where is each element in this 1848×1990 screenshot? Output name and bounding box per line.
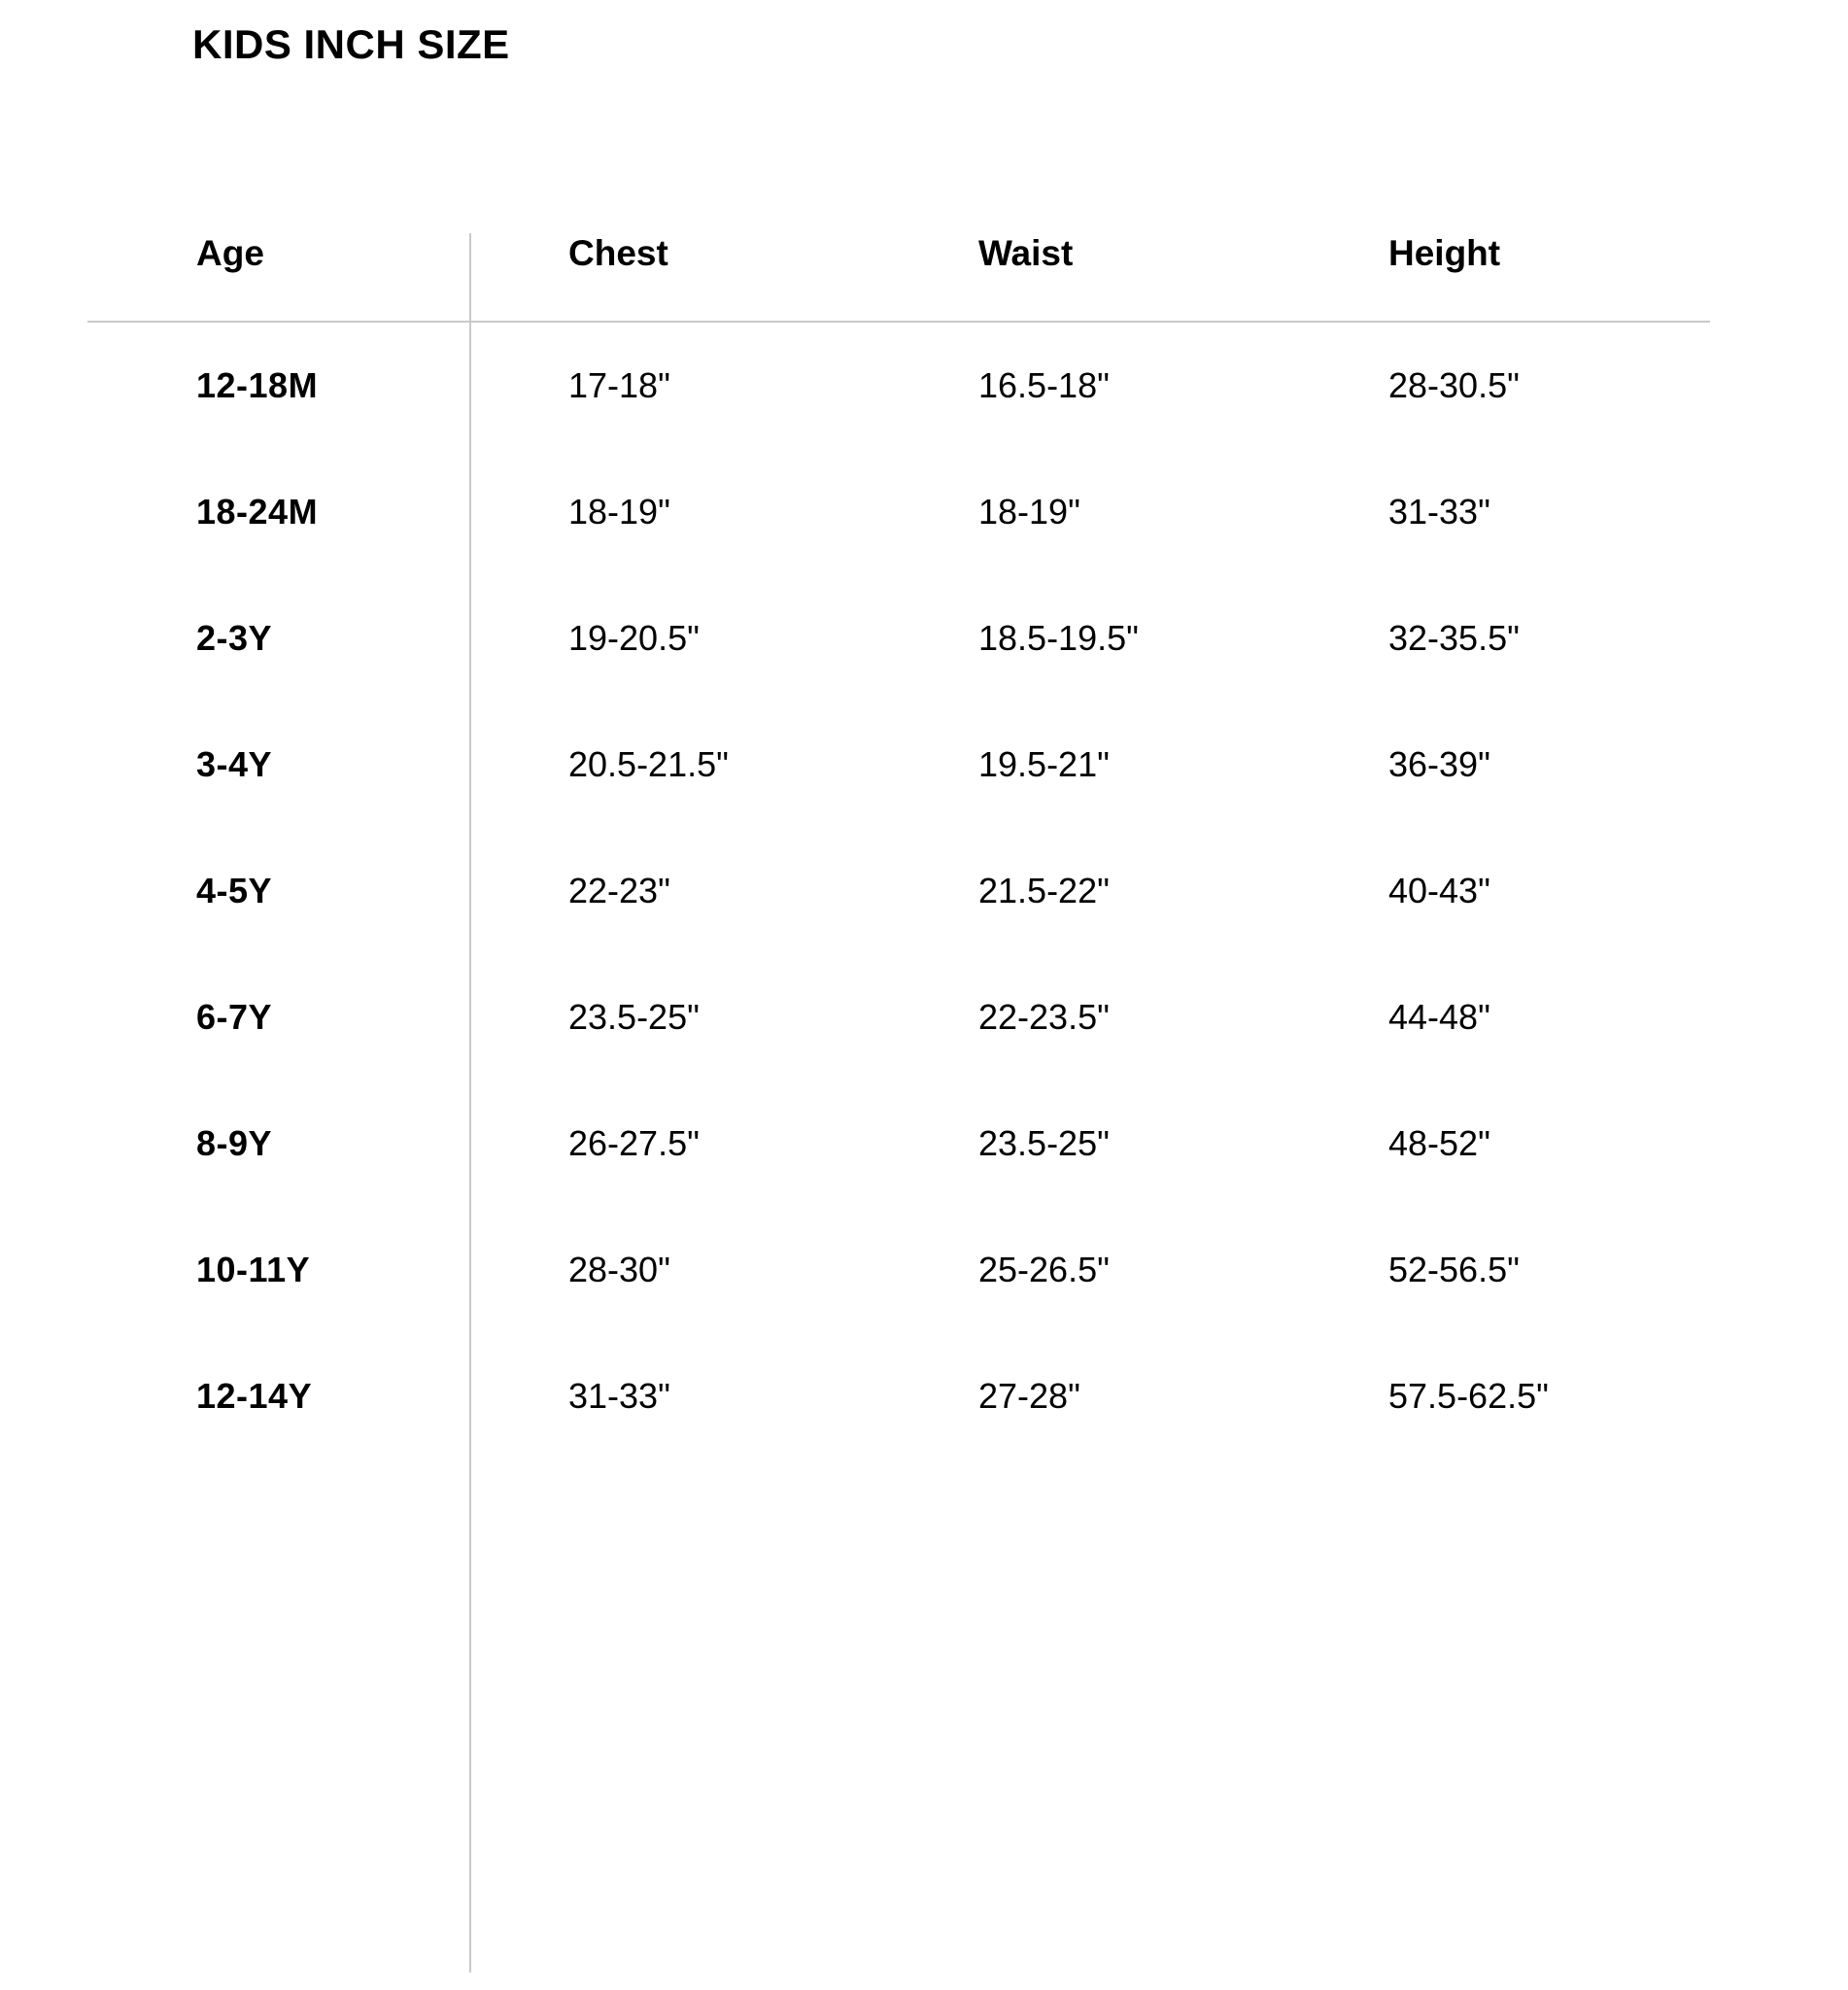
table-row [87, 322, 1710, 449]
column-header-waist: Waist [978, 233, 1074, 273]
table-body [87, 322, 1710, 1459]
cell-age: 3-4Y [196, 744, 273, 784]
table-header [87, 233, 1710, 322]
table-row [87, 1207, 1710, 1333]
cell-waist: 18.5-19.5" [978, 618, 1139, 658]
cell-chest: 31-33" [568, 1376, 670, 1416]
cell-height: 48-52" [1388, 1123, 1490, 1163]
size-table-container [87, 233, 1720, 1459]
cell-waist: 25-26.5" [978, 1250, 1110, 1289]
cell-chest: 19-20.5" [568, 618, 700, 658]
cell-waist: 22-23.5" [978, 997, 1110, 1037]
cell-age: 10-11Y [196, 1250, 311, 1289]
column-header-chest: Chest [568, 233, 668, 273]
table-row [87, 449, 1710, 575]
cell-age: 12-18M [196, 365, 319, 405]
column-header-height: Height [1388, 233, 1501, 273]
size-table [87, 233, 1710, 1459]
cell-age: 6-7Y [196, 997, 273, 1037]
table-row [87, 954, 1710, 1081]
cell-height: 52-56.5" [1388, 1250, 1520, 1289]
cell-waist: 18-19" [978, 492, 1080, 532]
table-header-row [87, 233, 1710, 322]
cell-age: 18-24M [196, 492, 319, 532]
cell-chest: 17-18" [568, 365, 670, 405]
table-row [87, 828, 1710, 954]
cell-age: 2-3Y [196, 618, 273, 658]
cell-waist: 21.5-22" [978, 871, 1110, 910]
cell-chest: 20.5-21.5" [568, 744, 729, 784]
cell-chest: 18-19" [568, 492, 670, 532]
cell-height: 28-30.5" [1388, 365, 1520, 405]
cell-chest: 22-23" [568, 871, 670, 910]
cell-height: 57.5-62.5" [1388, 1376, 1549, 1416]
cell-waist: 16.5-18" [978, 365, 1110, 405]
table-row [87, 1081, 1710, 1207]
cell-chest: 23.5-25" [568, 997, 700, 1037]
cell-chest: 26-27.5" [568, 1123, 700, 1163]
cell-chest: 28-30" [568, 1250, 670, 1289]
cell-height: 32-35.5" [1388, 618, 1520, 658]
cell-height: 36-39" [1388, 744, 1490, 784]
cell-waist: 19.5-21" [978, 744, 1110, 784]
table-row [87, 575, 1710, 702]
page-title: KIDS INCH SIZE [192, 21, 510, 67]
table-row [87, 702, 1710, 828]
cell-waist: 27-28" [978, 1376, 1080, 1416]
table-row [87, 1333, 1710, 1459]
cell-age: 4-5Y [196, 871, 273, 910]
cell-height: 44-48" [1388, 997, 1490, 1037]
cell-waist: 23.5-25" [978, 1123, 1110, 1163]
cell-height: 31-33" [1388, 492, 1490, 532]
cell-age: 12-14Y [196, 1376, 313, 1416]
cell-age: 8-9Y [196, 1123, 273, 1163]
column-header-age: Age [196, 233, 264, 273]
cell-height: 40-43" [1388, 871, 1490, 910]
